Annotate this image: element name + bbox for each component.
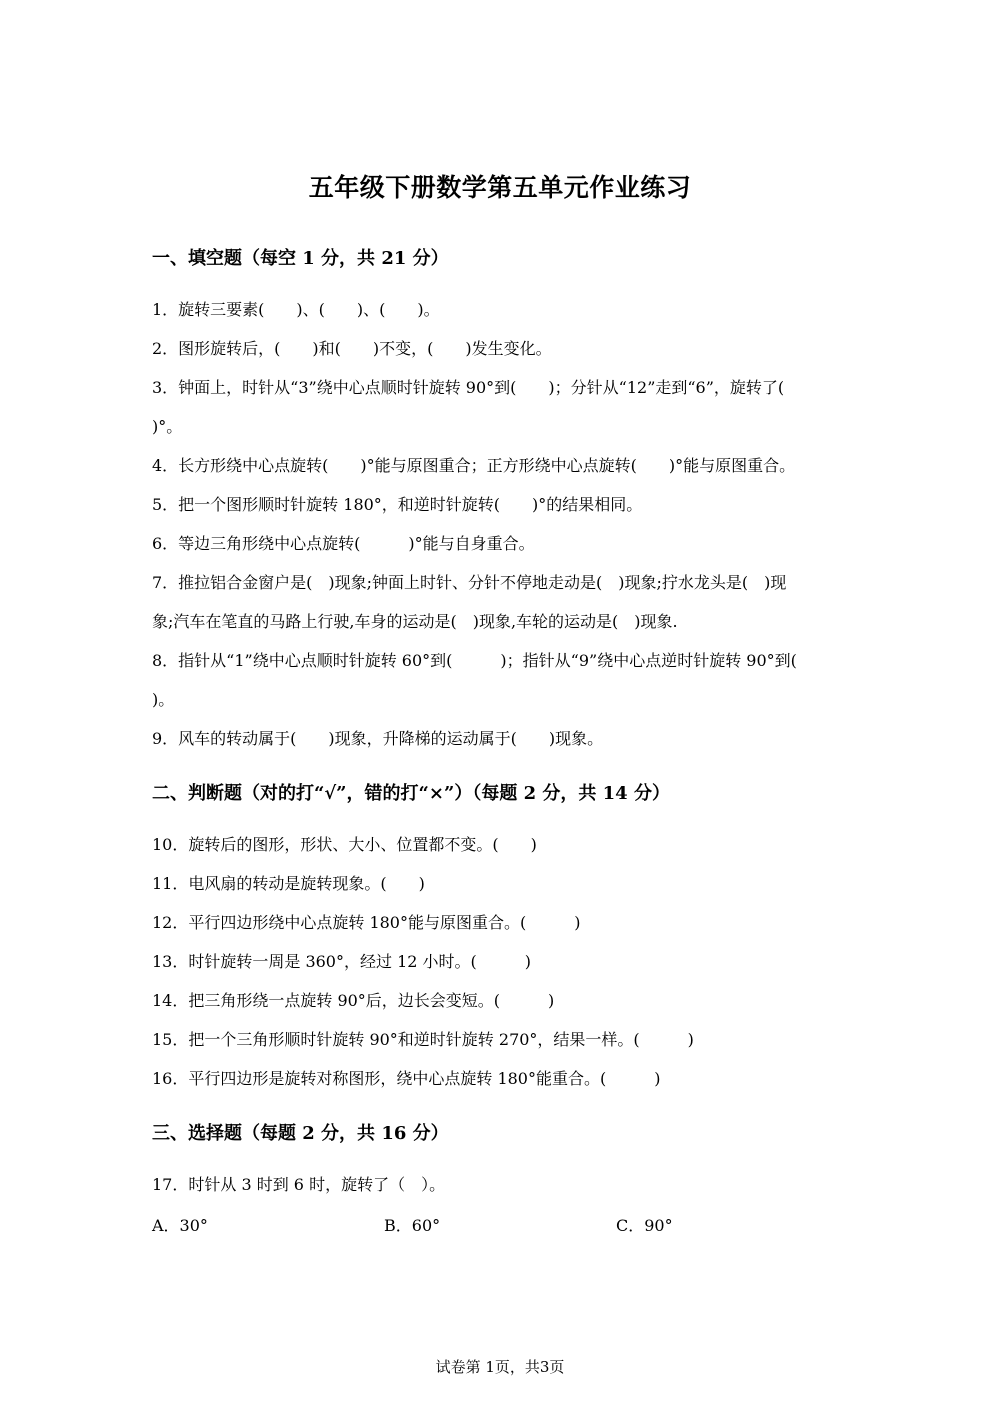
- question-8-line-2: )。: [152, 690, 175, 709]
- question-4: 4．长方形绕中心点旋转( )°能与原图重合；正方形绕中心点旋转( )°能与原图重合。: [152, 456, 796, 475]
- question-10: 10．旋转后的图形，形状、大小、位置都不变。( ): [152, 835, 537, 854]
- question-17: 17．时针从 3 时到 6 时，旋转了（ ）。: [152, 1175, 446, 1194]
- question-17-option-b: B．60°: [384, 1216, 441, 1235]
- question-9: 9．风车的转动属于( )现象，升降梯的运动属于( )现象。: [152, 729, 604, 748]
- question-11: 11．电风扇的转动是旋转现象。( ): [152, 874, 425, 893]
- question-16: 16．平行四边形是旋转对称图形，绕中心点旋转 180°能重合。( ): [152, 1069, 661, 1088]
- question-5: 5．把一个图形顺时针旋转 180°，和逆时针旋转( )°的结果相同。: [152, 495, 643, 514]
- question-3-line-2: )°。: [152, 417, 183, 436]
- question-3-line-1: 3．钟面上，时针从“3”绕中心点顺时针旋转 90°到( )；分针从“12”走到“6”，旋转了(: [152, 378, 785, 397]
- question-7-line-1: 7．推拉铝合金窗户是( )现象;钟面上时针、分针不停地走动是( )现象;拧水龙头是( )现: [152, 573, 787, 592]
- question-8-line-1: 8．指针从“1”绕中心点顺时针旋转 60°到( )；指针从“9”绕中心点逆时针旋转 90°到(: [152, 651, 797, 670]
- question-1: 1．旋转三要素( )、( )、( )。: [152, 300, 440, 319]
- page-footer: 试卷第 1页，共3页: [435, 1358, 565, 1376]
- question-17-option-c: C．90°: [616, 1216, 673, 1235]
- question-7: [152, 563, 852, 641]
- question-13: 13．时针旋转一周是 360°，经过 12 小时。( ): [152, 952, 532, 971]
- question-15: 15．把一个三角形顺时针旋转 90°和逆时针旋转 270°，结果一样。( ): [152, 1030, 694, 1049]
- page-title: 五年级下册数学第五单元作业练习: [308, 173, 692, 202]
- question-6: 6．等边三角形绕中心点旋转( )°能与自身重合。: [152, 534, 535, 553]
- section-heading-true-false: 二、判断题（对的打“√”，错的打“×”）（每题 2 分，共 14 分）: [152, 783, 670, 804]
- question-7-line-2: 象;汽车在笔直的马路上行驶,车身的运动是( )现象,车轮的运动是( )现象.: [152, 612, 678, 631]
- section-heading-multiple-choice: 三、选择题（每题 2 分，共 16 分）: [152, 1123, 449, 1144]
- section-heading-fill-in: 一、填空题（每空 1 分，共 21 分）: [152, 248, 449, 269]
- question-8: [152, 641, 852, 719]
- question-14: 14．把三角形绕一点旋转 90°后，边长会变短。( ): [152, 991, 555, 1010]
- question-12: 12．平行四边形绕中心点旋转 180°能与原图重合。( ): [152, 913, 581, 932]
- question-3: [152, 368, 852, 446]
- question-2: 2．图形旋转后，( )和( )不变，( )发生变化。: [152, 339, 552, 358]
- question-17-option-a: A．30°: [152, 1216, 208, 1235]
